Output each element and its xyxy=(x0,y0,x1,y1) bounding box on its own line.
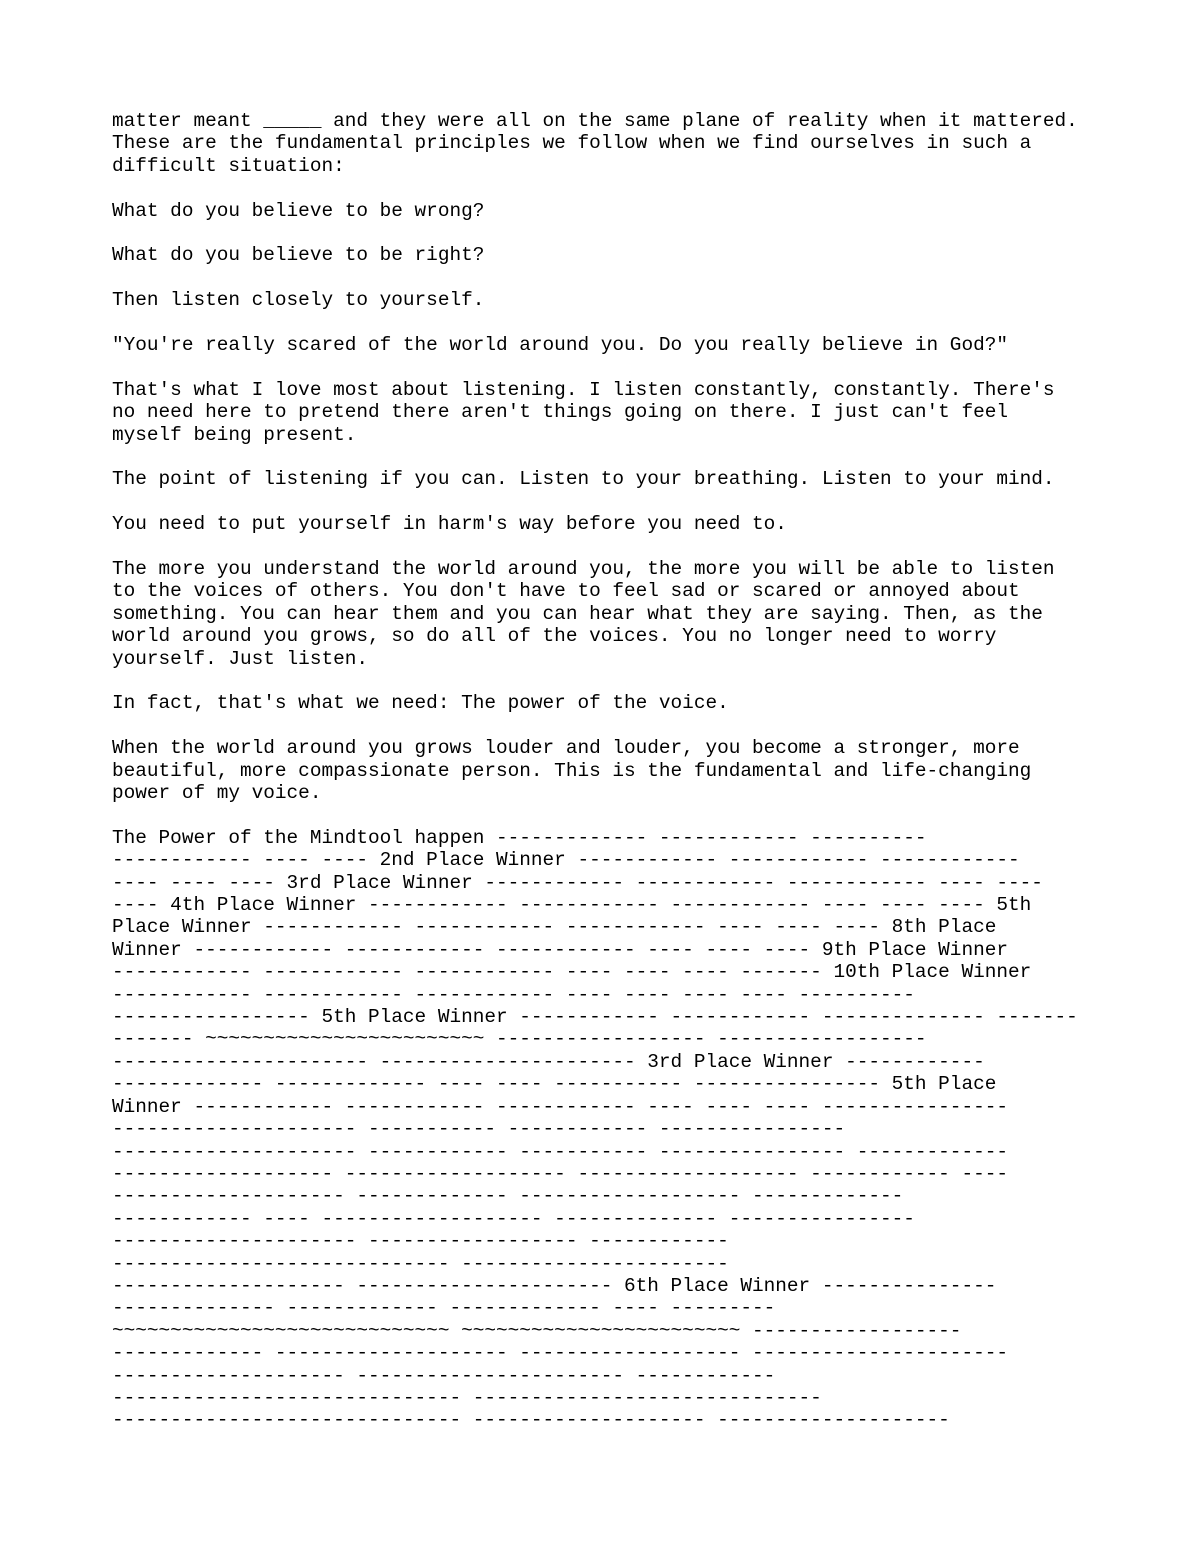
paragraph: When the world around you grows louder and louder, you become a stronger, more beautiful, more compassionate person. This is the fundamental and life-changing power of my voice. xyxy=(112,737,1032,805)
paragraph: What do you believe to be right? xyxy=(112,244,485,267)
paragraph: That's what I love most about listening. I listen constantly, constantly. There's no need here to pretend there aren't things going on there. I just can't feel myself being present. xyxy=(112,378,1055,446)
paragraph: The more you understand the world around you, the more you will be able to listen to the voices of others. You don't have to feel sad or scared or annoyed about something. You can hear them and you can hear what they are saying. Then, as the world around you grows, so do all of the voices. You no longer need to worry yourself. Just listen. xyxy=(112,558,1055,670)
paragraph: Then listen closely to yourself. xyxy=(112,289,485,312)
paragraph: You need to put yourself in harm's way before you need to. xyxy=(112,513,787,536)
winners-list-block: The Power of the Mindtool happen ------------- ------------ ---------- ------------ ---- ---- 2nd Place Winner ------------ ------------ ------------ ---- ---- ---- 3rd Place Winner ------------ ------------ ------------ ---- ---- ---- 4th Place Winner ------------ ------------ ------------ ---- ---- ---- 5th Place Winner ------------ ------------ ------------ ---- ---- ---- 8th Place Winner ------------ ------------ ------------ ---- ---- ---- 9th Place Winner ------------ ------------ ------------ ---- ---- ---- ------- 10th Place Winner ------------ ------------ ------------ ---- ---- ---- ---- ---------- ----------------- 5th Place Winner ------------ ------------ -------------- ------- ------- ~~~~~~~~~~~~~~~~~~~~~~~~ ------------------ ------------------ ---------------------- ---------------------- 3rd Place Winner ------------ ------------- ------------- ---- ---- ----------- ---------------- 5th Place Winner ------------ ------------ ------------ ---- ---- ---- ---------------- --------------------- ----------- ------------ ---------------- --------------------- ------------ ----------- ---------------- ------------- ------------------- ------------------- ------------------- ------------ ---- -------------------- ------------- ------------------- ------------- ------------ ---- ------------------- -------------- ---------------- --------------------- ------------------ ------------ ----------------------------- ----------------------- -------------------- ---------------------- 6th Place Winner --------------- -------------- ------------- ------------- ---- --------- ~~~~~~~~~~~~~~~~~~~~~~~~~~~~~ ~~~~~~~~~~~~~~~~~~~~~~~~ ------------------ ------------- -------------------- ------------------- ---------------------- -------------------- ----------------------- ------------ ------------------------------ ------------------------------ ------------------------------ -------------------- -------------------- xyxy=(112,826,1078,1432)
paragraph: "You're really scared of the world around you. Do you really believe in God?" xyxy=(112,334,1008,356)
paragraph: matter meant _____ and they were all on the same plane of reality when it mattered. These are the fundamental principles we follow when we find ourselves in such a difficult situation: xyxy=(112,110,1078,177)
document-body xyxy=(112,110,1112,1432)
paragraph: The point of listening if you can. Listen to your breathing. Listen to your mind. xyxy=(112,468,1055,491)
paragraph: In fact, that's what we need: The power of the voice. xyxy=(112,692,729,715)
paragraph: What do you believe to be wrong? xyxy=(112,199,485,222)
